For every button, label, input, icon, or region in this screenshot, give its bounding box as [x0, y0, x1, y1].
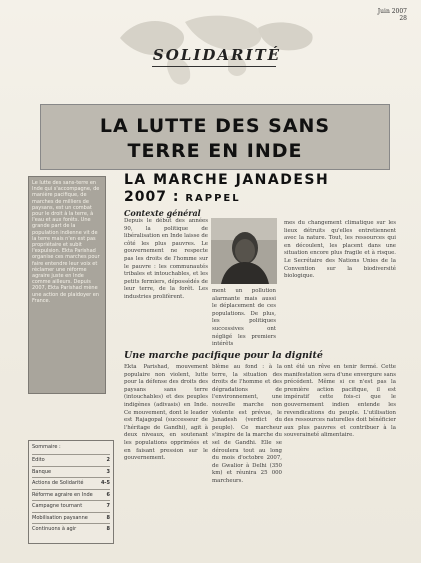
main-title-band	[40, 104, 390, 170]
toc-item	[32, 500, 110, 512]
intro-text: Le lutte des sans-terre en Inde qui s'accompagne, de manière pacifique, de marches de milliers de paysans, est un combat pour le droit à la terre, à l'eau et aux forêts. Une grande part de la population indienne vit de la terre mais n'en est pas propriétaire et subit l'expulsion. Ekta Parishad organise ces marches pour faire entendre leur voix et réclamer une réforme agraire juste en Inde comme ailleurs. Depuis 2007, Ekta Parishad mène une action de plaidoyer en France.	[32, 180, 100, 304]
article-column-3: mes du changement climatique sur les lieux détruits qu'elles entretiennent avec la nature. Tout, les ressources qui en découlent, les placent dans une situation encore plus fragile et à risque. Le Secrétaire des Nations Unies de la Convention sur la biodiversité biologique.	[284, 220, 396, 280]
logo-underline	[152, 66, 276, 67]
toc-item-label: Continuons à agir	[32, 526, 77, 533]
table-of-contents	[28, 440, 114, 544]
issue-number: 28	[399, 15, 407, 22]
toc-item-page: 3	[106, 468, 110, 475]
toc-item	[32, 512, 110, 524]
toc-item-page: 4-5	[100, 480, 110, 487]
toc-item	[32, 489, 110, 501]
toc-item-page: 7	[106, 503, 110, 510]
toc-title: Sommaire :	[32, 444, 61, 450]
toc-item-label: Mobilisation paysanne	[32, 514, 88, 521]
article-column-4: Ekta Parishad, mouvement populaire non violent, lutte pour la défense des droits des paysans sans terre (intouchables) et des peuples indigènes (adivasis) en Inde. Ce mouvement, dont le leader est Rajagopal (successeur de l'héritage de Gandhi), agit à deux niveaux, en soutenant les populations opprimées et en faisant pression sur le gouvernement.	[124, 364, 208, 462]
toc-item-page: 8	[106, 526, 110, 533]
toc-item	[32, 523, 110, 535]
intro-box	[28, 176, 106, 394]
toc-item-page: 6	[106, 491, 110, 498]
section-heading-context: Contexte général	[124, 208, 201, 218]
section-heading-peaceful-march: Une marche pacifique pour la dignité	[124, 350, 323, 361]
toc-item-label: Campagne tournant	[32, 503, 83, 510]
solidarite-logo: SOLIDARITÉ	[152, 46, 282, 64]
toc-item-label: Actions de Solidarité	[32, 480, 84, 487]
toc-item-page: 2	[106, 457, 110, 464]
date-text: Juin 2007	[377, 8, 407, 15]
article-column-6: ont été un rêve en tenir fermé. Cette manifestation sera d'une envergure sans précédent. Même si ce n'est pas la première action pacifique, il est impératif cette fois-ci que le gouvernement indien entende les revendications du peuple. L'utilisation des ressources naturelles doit bénéficier aux plus pauvres et contribuer à la souveraineté alimentaire.	[284, 364, 396, 439]
main-title-line-1: LA LUTTE DES SANS	[99, 115, 331, 137]
article-heading-line-2	[124, 189, 241, 205]
main-title-line-2: TERRE EN INDE	[127, 140, 303, 162]
article-heading-line-1: LA MARCHE JANADESH	[124, 172, 330, 188]
article-column-2: ment un pollution alarmante mais aussi le déplacement de ces populations. De plus, les politiques successives ont négligé les premiers intérêts	[212, 288, 276, 348]
toc-item	[32, 477, 110, 489]
toc-item-label: Edito	[32, 457, 45, 464]
toc-item-label: Banque	[32, 468, 52, 475]
toc-item-page: 8	[106, 514, 110, 521]
article-column-1: Depuis le début des années 90, la politique de libéralisation en Inde laisse de côté les plus pauvres. Le gouvernement ne respecte pas les droits de l'homme sur le pauvre : les communautés tribales et intouchables, et les petits fermiers, dépossédés de leur terre, de la forêt. Les industries prolifèrent.	[124, 218, 208, 300]
toc-item	[32, 466, 110, 478]
issue-date	[378, 8, 407, 22]
article-heading-year: 2007 :	[124, 189, 180, 205]
toc-item-label: Réforme agraire en Inde	[32, 491, 93, 498]
toc-item	[32, 454, 110, 466]
article-heading-rappel: RAPPEL	[185, 193, 241, 204]
article-column-5: blème au fond : à la terre, la situation des droits de l'homme et des dégradations de l'environnement, une nouvelle marche non violente est prévue, le Janadesh (verdict du peuple). Ce marcheur s'inspire de la marche du sel de Gandhi. Elle se déroulera tout au long du mois d'octobre 2007, de Gwalior à Delhi (350 km) et réunira 25 000 marcheurs.	[212, 364, 282, 484]
portrait-photo	[211, 218, 277, 284]
